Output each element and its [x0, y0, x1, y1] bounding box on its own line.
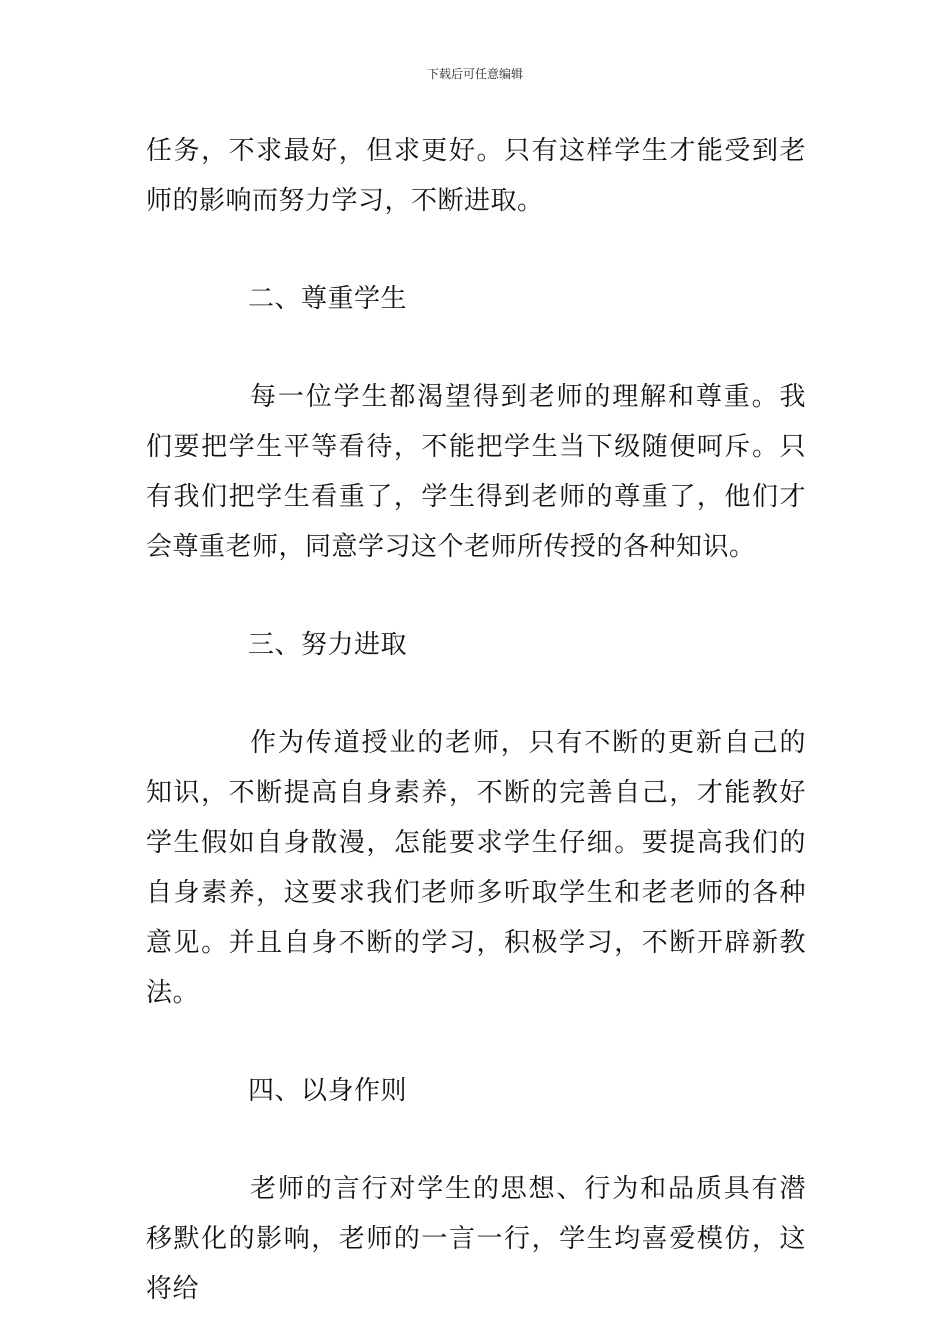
- paragraph-lead-by-example: 老师的言行对学生的思想、行为和品质具有潜移默化的影响，老师的一言一行，学生均喜爱模仿，这将给: [146, 1174, 806, 1304]
- spacer: [146, 572, 806, 620]
- paragraph-continuation: 任务，不求最好，但求更好。只有这样学生才能受到老师的影响而努力学习，不断进取。: [146, 136, 806, 216]
- page-header-note: 下载后可任意编辑: [426, 67, 523, 81]
- spacer: [146, 324, 806, 372]
- spacer: [146, 1018, 806, 1066]
- section-heading-respect-students: 二、尊重学生: [248, 284, 408, 314]
- paragraph-respect-students: 每一位学生都渴望得到老师的理解和尊重。我们要把学生平等看待，不能把学生当下级随便呵斥。只有我们把学生看重了，学生得到老师的尊重了，他们才会尊重老师，同意学习这个老师所传授的各种知识。: [146, 382, 806, 562]
- document-body: [146, 126, 806, 1314]
- paragraph-strive: 作为传道授业的老师，只有不断的更新自己的知识，不断提高自身素养，不断的完善自己，才能教好学生假如自身散漫，怎能要求学生仔细。要提高我们的自身素养，这要求我们老师多听取学生和老老师的各种意见。并且自身不断的学习，积极学习，不断开辟新教法。: [146, 728, 806, 1008]
- section-heading-strive: 三、努力进取: [248, 630, 408, 660]
- spacer: [146, 226, 806, 274]
- section-heading-lead-by-example: 四、以身作则: [248, 1076, 408, 1106]
- spacer: [146, 670, 806, 718]
- spacer: [146, 1116, 806, 1164]
